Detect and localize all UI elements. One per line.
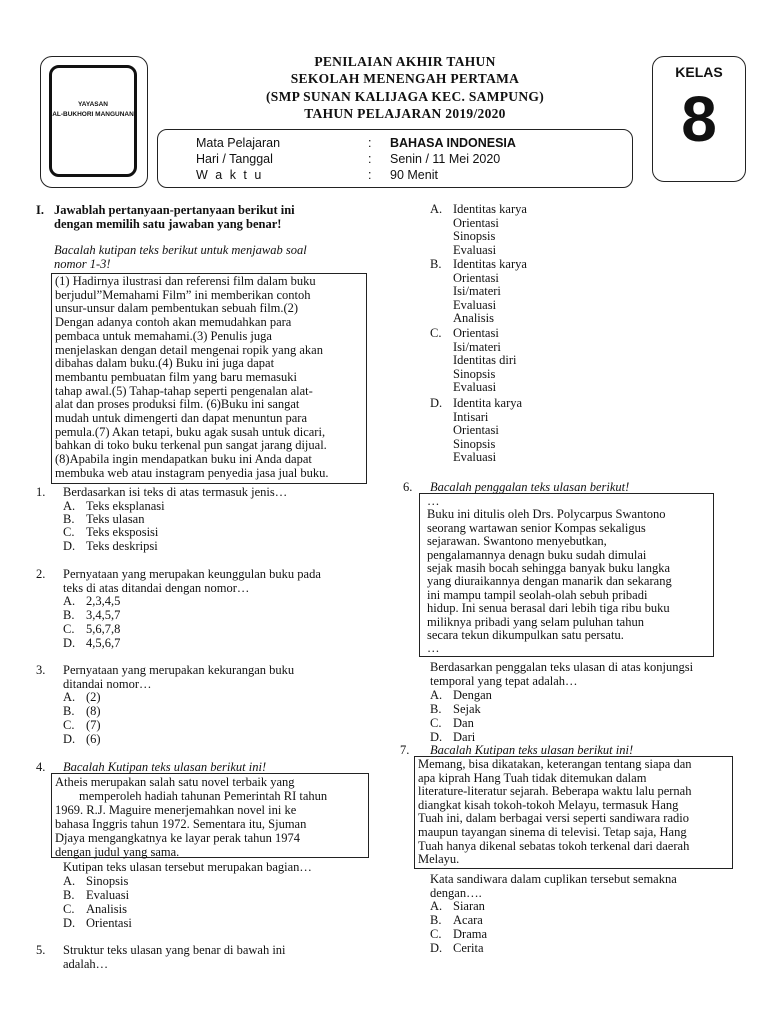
- passage-line: bahkan di toko buku terkenal pun sangat jarang dijual.: [55, 438, 327, 453]
- passage-line: hidup. Ini senua berasal dari lebih tiga ribu buku: [427, 601, 670, 616]
- passage-7-box: [414, 756, 733, 869]
- info-value: BAHASA INDONESIA: [390, 136, 516, 150]
- option-item: Evaluasi: [453, 297, 497, 312]
- passage-line: Tuah hanya dikenal sebatas tokoh terkenal dari daerah: [418, 838, 690, 853]
- option-item: Identitas karya: [453, 257, 527, 271]
- passage-line: sejarawan. Swantono menyebutkan,: [427, 534, 607, 549]
- passage-line: miliknya pribadi yang selam puluhan tahun: [427, 614, 644, 629]
- question-7-option-a[interactable]: A. Siaran: [430, 899, 485, 913]
- passage-line: mudah untuk dimengerti dan dapat menuntun para: [55, 411, 308, 426]
- question-6-intro: Bacalah penggalan teks ulasan berikut!: [430, 480, 630, 494]
- section-instruction: [54, 203, 295, 231]
- passage-line: bahasa Inggris tahun 1972. Sementara itu, Sjuman: [55, 817, 307, 831]
- question-line: Kata sandiwara dalam cuplikan tersebut semakna: [430, 872, 677, 886]
- option-letter: C.: [430, 326, 442, 340]
- option-letter: A.: [430, 202, 443, 216]
- logo-line-2: AL-BUKHORI MANGUNAN: [52, 111, 134, 118]
- passage-line: unsur-unsur dalam pembentukan sebuah film.(2): [55, 301, 299, 316]
- instruction-line: Jawablah pertanyaan-pertanyaan berikut ini: [54, 203, 295, 217]
- passage-line: (1) Hadirnya ilustrasi dan referensi film dalam buku: [55, 274, 316, 288]
- question-7-option-c[interactable]: C. Drama: [430, 927, 488, 941]
- passage-line: menjelaskan dengan detail mengenai ropik yang akan: [55, 342, 323, 357]
- header-title-2: SEKOLAH MENENGAH PERTAMA: [290, 71, 520, 86]
- passage-line: Melayu.: [418, 852, 460, 867]
- passage-line: dibahas dalam buku.(4) Buku ini juga dapat: [55, 356, 275, 371]
- question-5-option-a[interactable]: [430, 203, 527, 257]
- intro-line: nomor 1-3!: [54, 257, 111, 271]
- question-1-option-a[interactable]: A. Teks eksplanasi: [63, 499, 165, 513]
- question-3-option-c[interactable]: C. (7): [63, 718, 101, 732]
- question-1-option-d[interactable]: D. Teks deskripsi: [63, 539, 158, 553]
- logo-text: [52, 100, 134, 120]
- school-logo-frame: [40, 56, 148, 188]
- passage-line: pengalamannya denagn buku sudah dimulai: [427, 547, 647, 562]
- question-4-option-b[interactable]: B. Evaluasi: [63, 888, 130, 902]
- info-label: Hari / Tanggal: [196, 152, 273, 166]
- option-item: Orientasi: [453, 270, 499, 285]
- passage-line: …: [427, 494, 440, 508]
- info-label: Mata Pelajaran: [196, 136, 281, 150]
- option-item: Sinopsis: [453, 366, 496, 381]
- option-item: Evaluasi: [453, 380, 497, 395]
- passage-line: pembaca untuk memahami.(3) Penulis juga: [55, 328, 272, 343]
- question-6-option-b[interactable]: B. Sejak: [430, 702, 481, 716]
- passage-line: apa kiprah Hang Tuah tidak ditemukan dalam: [418, 770, 647, 785]
- passage-line: diangkat kisah tokoh-tokoh Melayu, termasuk Hang: [418, 797, 679, 812]
- section-number: I.: [36, 203, 44, 217]
- passage-line: (8)Apabila ingin mendapatkan buku ini Anda dapat: [55, 452, 312, 467]
- passage-line: sejak masih bocah sehingga banyak buku langka: [427, 561, 670, 576]
- question-4-number: 4.: [36, 760, 46, 774]
- question-3-option-b[interactable]: B. (8): [63, 704, 101, 718]
- question-5-text: [63, 943, 286, 971]
- passage-4-box: [51, 773, 369, 858]
- passage-line: Atheis merupakan salah satu novel terbaik yang: [55, 775, 295, 789]
- passage-line: 1969. R.J. Maguire menerjemahkan novel ini ke: [55, 803, 297, 817]
- class-number: 8: [681, 83, 717, 155]
- option-item: Sinopsis: [453, 436, 496, 451]
- school-logo: [49, 65, 137, 177]
- question-line: adalah…: [63, 957, 109, 971]
- instruction-line: dengan memilih satu jawaban yang benar!: [54, 217, 282, 231]
- question-7-option-b[interactable]: B. Acara: [430, 913, 483, 927]
- question-2-option-a[interactable]: A. 2,3,4,5: [63, 594, 121, 608]
- question-5-number: 5.: [36, 943, 46, 957]
- option-item: Evaluasi: [453, 450, 497, 465]
- passage-line: yang diuraikannya dengan manarik dan sekarang: [427, 574, 672, 589]
- info-value: 90 Menit: [390, 168, 438, 182]
- passage-line: maupun tayangan sinema di televisi. Tetap saja, Hang: [418, 824, 687, 839]
- exam-info-box: [157, 129, 633, 188]
- question-3-option-d[interactable]: D. (6): [63, 732, 101, 746]
- passage-line: Memang, bisa dikatakan, keterangan tentang siapa dan: [418, 757, 692, 771]
- question-6-option-c[interactable]: C. Dan: [430, 716, 474, 730]
- logo-line-1: YAYASAN: [78, 101, 108, 108]
- question-7-text: [430, 872, 677, 900]
- question-line: ditandai nomor…: [63, 677, 152, 691]
- option-item: Intisari: [453, 409, 489, 424]
- question-4-option-a[interactable]: A. Sinopsis: [63, 874, 129, 888]
- option-letter: B.: [430, 257, 442, 271]
- passage-line: dengan judul yang sama.: [55, 845, 180, 859]
- passage-line: Tuah ini, dalam berbagai versi seperti sandiwara radio: [418, 811, 689, 826]
- option-item: Orientasi: [453, 326, 499, 340]
- header-title-1: PENILAIAN AKHIR TAHUN: [314, 54, 496, 69]
- option-item: Isi/materi: [453, 339, 501, 354]
- question-4-option-c[interactable]: C. Analisis: [63, 902, 127, 916]
- question-4-option-d[interactable]: D. Orientasi: [63, 916, 132, 930]
- question-5-option-c[interactable]: [430, 327, 517, 395]
- question-2-option-d[interactable]: D. 4,5,6,7: [63, 636, 121, 650]
- question-line: temporal yang tepat adalah…: [430, 674, 578, 688]
- passage-line: membuka web atau instagram penyedia jasa jual buku.: [55, 465, 329, 480]
- question-line: teks di atas ditandai dengan nomor…: [63, 581, 250, 595]
- passage-6-box: [419, 493, 714, 657]
- info-label: W a k t u: [196, 168, 264, 182]
- intro-line: Bacalah kutipan teks berikut untuk menjawab soal: [54, 243, 307, 257]
- header-title-3: (SMP SUNAN KALIJAGA KEC. SAMPUNG): [265, 89, 545, 104]
- info-colon: :: [368, 136, 372, 150]
- class-box: [652, 56, 746, 182]
- question-2-number: 2.: [36, 567, 46, 581]
- question-1-option-b[interactable]: B. Teks ulasan: [63, 512, 145, 526]
- question-5-option-b[interactable]: [430, 258, 527, 326]
- passage-line: tahap awal.(5) Tahap-tahap seperti pengenalan alat-: [55, 383, 313, 398]
- option-item: Identitas diri: [453, 353, 517, 368]
- question-7-intro: Bacalah Kutipan teks ulasan berikut ini!: [430, 743, 634, 757]
- option-letter: D.: [430, 396, 443, 410]
- passage-line: Djaya mengangkatnya ke layar perak tahun 1974: [55, 831, 301, 845]
- question-1-option-c[interactable]: C. Teks eksposisi: [63, 525, 159, 539]
- question-7-option-d[interactable]: D. Cerita: [430, 941, 484, 955]
- passage-line: secara tekun dikumpulkan satu persatu.: [427, 628, 624, 643]
- passage-1-box: [51, 273, 367, 484]
- question-4-intro: Bacalah Kutipan teks ulasan berikut ini!: [63, 760, 267, 774]
- header-title-4: TAHUN PELAJARAN 2019/2020: [304, 106, 506, 121]
- passage-line: memperoleh hadiah tahunan Pemerintah RI tahun: [79, 789, 328, 803]
- passage-line: Buku ini ditulis oleh Drs. Polycarpus Swantono: [427, 507, 666, 522]
- class-label: KELAS: [675, 64, 723, 80]
- passage-line: membantu pembuatan film yang baru memasuki: [55, 369, 297, 384]
- info-colon: :: [368, 152, 372, 166]
- question-4-text: Kutipan teks ulasan tersebut merupakan bagian…: [63, 860, 312, 874]
- question-line: dengan….: [430, 886, 482, 900]
- passage-line: literature-literatur sejarah. Beberapa waktu lalu pernah: [418, 784, 692, 799]
- question-2-text: [63, 567, 321, 595]
- question-2-option-b[interactable]: B. 3,4,5,7: [63, 608, 121, 622]
- info-colon: :: [368, 168, 372, 182]
- question-line: Berdasarkan penggalan teks ulasan di atas konjungsi: [430, 660, 694, 674]
- passage-line: ini mampu tampil seolah-olah sebuh pribadi: [427, 587, 648, 602]
- question-3-option-a[interactable]: A. (2): [63, 690, 101, 704]
- question-1-number: 1.: [36, 485, 46, 499]
- question-5-option-d[interactable]: [430, 397, 522, 465]
- question-3-number: 3.: [36, 663, 46, 677]
- passage-line: seorang wartawan senior Kompas sekaligus: [427, 520, 646, 535]
- passage-line: Dengan adanya contoh akan memudahkan para: [55, 315, 292, 330]
- question-line: Struktur teks ulasan yang benar di bawah ini: [63, 943, 286, 957]
- question-6-option-d[interactable]: D. Dari: [430, 730, 476, 744]
- passage-line: …: [427, 641, 440, 656]
- question-3-text: [63, 663, 294, 691]
- question-line: Pernyataan yang merupakan keunggulan buku pada: [63, 567, 321, 581]
- option-item: Orientasi: [453, 423, 499, 438]
- option-item: Isi/materi: [453, 284, 501, 299]
- option-item: Evaluasi: [453, 242, 497, 257]
- question-6-option-a[interactable]: A. Dengan: [430, 688, 492, 702]
- passage-line: pemula.(7) Akan tetapi, buku agak susah untuk dicari,: [55, 424, 326, 439]
- question-6-text: [430, 660, 693, 688]
- question-line: Pernyataan yang merupakan kekurangan buku: [63, 663, 295, 677]
- question-6-number: 6.: [403, 480, 413, 494]
- question-7-number: 7.: [400, 743, 410, 757]
- question-2-option-c[interactable]: C. 5,6,7,8: [63, 622, 121, 636]
- info-value: Senin / 11 Mei 2020: [390, 152, 501, 166]
- option-item: Identita karya: [453, 396, 523, 410]
- passage-1-intro: [54, 243, 307, 271]
- question-1-text: Berdasarkan isi teks di atas termasuk jenis…: [63, 485, 288, 499]
- option-item: Identitas karya: [453, 202, 527, 216]
- option-item: Analisis: [453, 311, 494, 326]
- passage-line: alat dan proses produksi film. (6)Buku ini sangat: [55, 397, 300, 412]
- passage-line: berjudul”Memahami Film” ini memberikan contoh: [55, 287, 311, 302]
- option-item: Sinopsis: [453, 229, 496, 244]
- option-item: Orientasi: [453, 215, 499, 230]
